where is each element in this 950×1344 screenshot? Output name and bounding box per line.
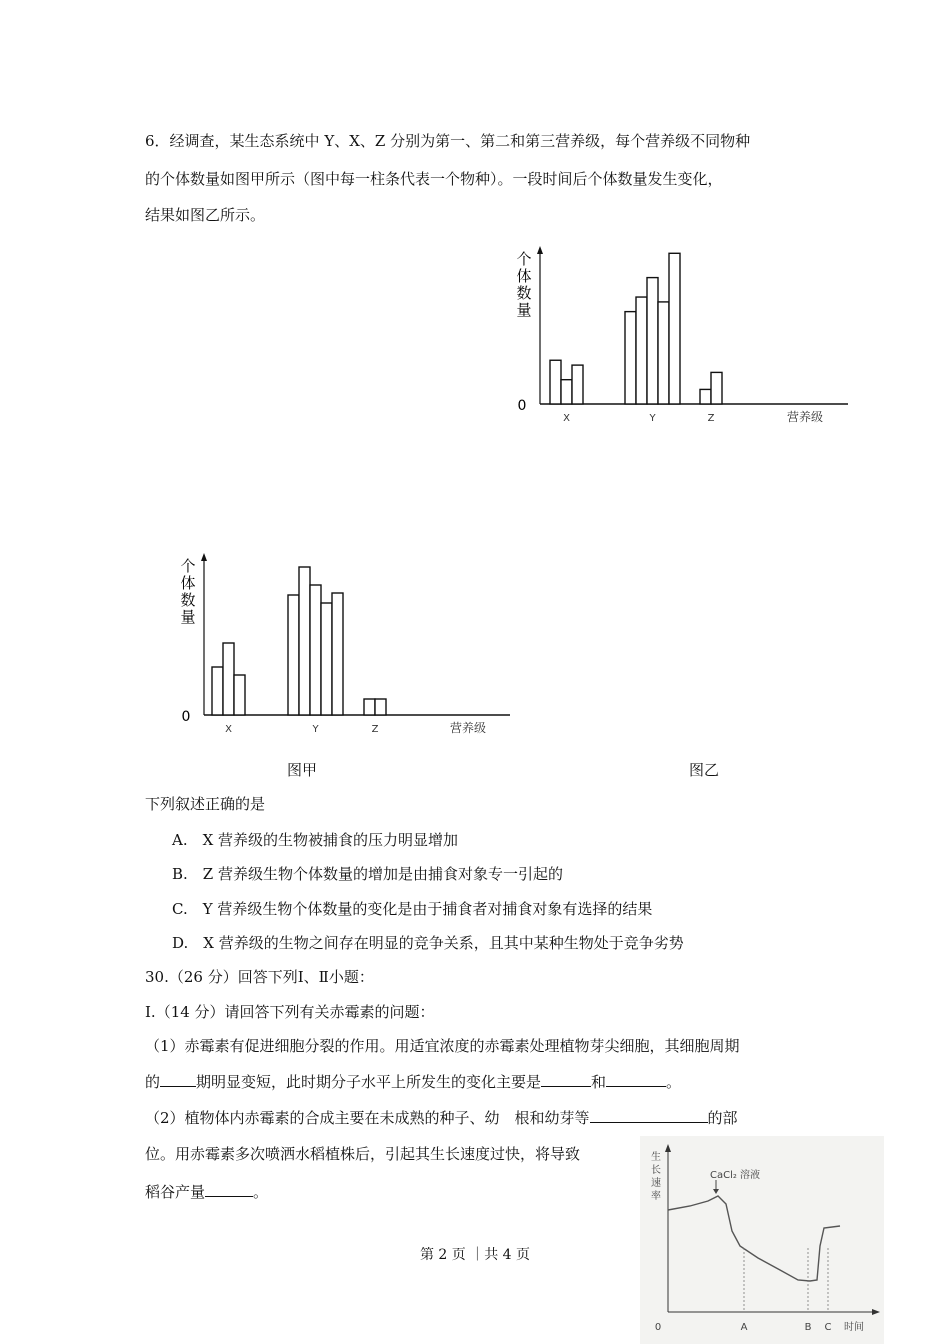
bar-y-3 (647, 278, 658, 404)
y-axis-arrow (201, 553, 207, 561)
tick-label-z: Z (371, 724, 379, 735)
q6-prompt: 下列叙述正确的是 (145, 795, 266, 813)
y-axis-label-char: 数 (516, 284, 532, 302)
q30-part1: Ⅰ.（14 分）请回答下列有关赤霉素的问题： (145, 1003, 435, 1021)
bar-z-2 (711, 372, 722, 404)
option-d: D. X 营养级的生物之间存在明显的竞争关系，且其中某种生物处于竞争劣势 (172, 934, 684, 952)
q30-2-line1: （2）植物体内赤霉素的合成主要在未成熟的种子、幼 根和幼芽等 的部 (145, 1109, 738, 1127)
chart-yi (510, 238, 860, 433)
chart-growth (640, 1136, 884, 1344)
bar-x-2 (223, 643, 234, 715)
y-axis-label-char: 量 (180, 608, 196, 626)
caption-yi: 图乙 (689, 761, 720, 779)
bar-y-4 (321, 603, 332, 715)
bar-y-5 (332, 593, 343, 715)
growth-rate-curve (668, 1196, 840, 1281)
chart-jia (170, 545, 520, 740)
tick-label-x: X (225, 724, 232, 735)
y-axis-label-char: 长 (651, 1165, 661, 1176)
bar-y-4 (658, 302, 669, 404)
blank-site[interactable] (590, 1107, 708, 1123)
bar-y-1 (625, 312, 636, 404)
y-axis-label-char: 个 (516, 250, 532, 268)
blank-change-1[interactable] (541, 1071, 591, 1087)
bar-y-2 (636, 297, 647, 404)
bar-z-1 (700, 389, 711, 404)
x-axis-label: 营养级 (786, 410, 824, 424)
blank-change-2[interactable] (606, 1071, 666, 1087)
bar-x-2 (561, 380, 572, 404)
x-axis-arrow (872, 1309, 880, 1315)
q6-line-3: 结果如图乙所示。 (145, 206, 266, 224)
bar-x-3 (572, 365, 583, 404)
tick-label-c: C (824, 1322, 832, 1333)
y-axis-arrow (665, 1144, 671, 1152)
origin-label: 0 (517, 398, 527, 414)
q6-line-2: 的个体数量如图甲所示（图中每一柱条代表一个物种）。一段时间后个体数量发生变化， (145, 170, 723, 188)
annotation-arrowhead (713, 1189, 719, 1194)
y-axis-label-char: 体 (516, 267, 532, 285)
y-axis-label-char: 率 (651, 1191, 661, 1202)
tick-label-y: Y (649, 413, 656, 424)
y-axis-label-char: 生 (651, 1152, 661, 1163)
q30-2-line3: 稻谷产量 。 (145, 1183, 269, 1201)
annotation-cacl2: CaCl₂ 溶液 (710, 1170, 761, 1181)
blank-yield[interactable] (205, 1181, 253, 1197)
x-axis-label: 营养级 (449, 721, 487, 735)
q30-1-line2: 的 期明显变短，此时期分子水平上所发生的变化主要是 和 。 (145, 1073, 682, 1091)
y-axis-label-char: 数 (180, 591, 196, 609)
option-b: B. Z 营养级生物个体数量的增加是由捕食对象专一引起的 (172, 865, 563, 883)
caption-jia: 图甲 (287, 761, 318, 779)
bar-x-1 (550, 360, 561, 404)
origin-label: 0 (654, 1322, 662, 1333)
bar-x-1 (212, 667, 223, 715)
bar-x-3 (234, 675, 245, 715)
y-axis-label-char: 速 (651, 1178, 661, 1189)
bar-y-3 (310, 585, 321, 715)
tick-label-y: Y (312, 724, 319, 735)
q6-line-1: 6．经调查，某生态系统中 Y、X、Z 分别为第一、第二和第三营养级，每个营养级不同物种 (145, 132, 751, 150)
tick-label-b: B (804, 1322, 812, 1333)
q30-1-line1: （1）赤霉素有促进细胞分裂的作用。用适宜浓度的赤霉素处理植物芽尖细胞，其细胞周期 (145, 1037, 740, 1055)
page-footer: 第 2 页 ｜共 4 页 (419, 1247, 531, 1263)
bar-z-2 (375, 699, 386, 715)
tick-label-x: X (563, 413, 570, 424)
option-a: A. X 营养级的生物被捕食的压力明显增加 (172, 831, 459, 849)
y-axis-label-char: 个 (180, 557, 196, 575)
origin-label: 0 (181, 709, 191, 725)
bar-y-2 (299, 567, 310, 715)
option-c: C. Y 营养级生物个体数量的变化是由于捕食者对捕食对象有选择的结果 (172, 900, 653, 918)
tick-label-a: A (740, 1322, 748, 1333)
y-axis-arrow (537, 246, 543, 254)
y-axis-label-char: 量 (516, 301, 532, 319)
q30-title: 30.（26 分）回答下列Ⅰ、Ⅱ小题： (145, 968, 374, 986)
q30-2-line2: 位。用赤霉素多次喷洒水稻植株后，引起其生长速度过快，将导致 (145, 1145, 581, 1163)
bar-z-1 (364, 699, 375, 715)
bar-y-5 (669, 253, 680, 404)
blank-phase[interactable] (160, 1071, 196, 1087)
tick-label-z: Z (707, 413, 715, 424)
y-axis-label-char: 体 (180, 574, 196, 592)
bar-y-1 (288, 595, 299, 715)
x-axis-label: 时间 (844, 1322, 864, 1333)
